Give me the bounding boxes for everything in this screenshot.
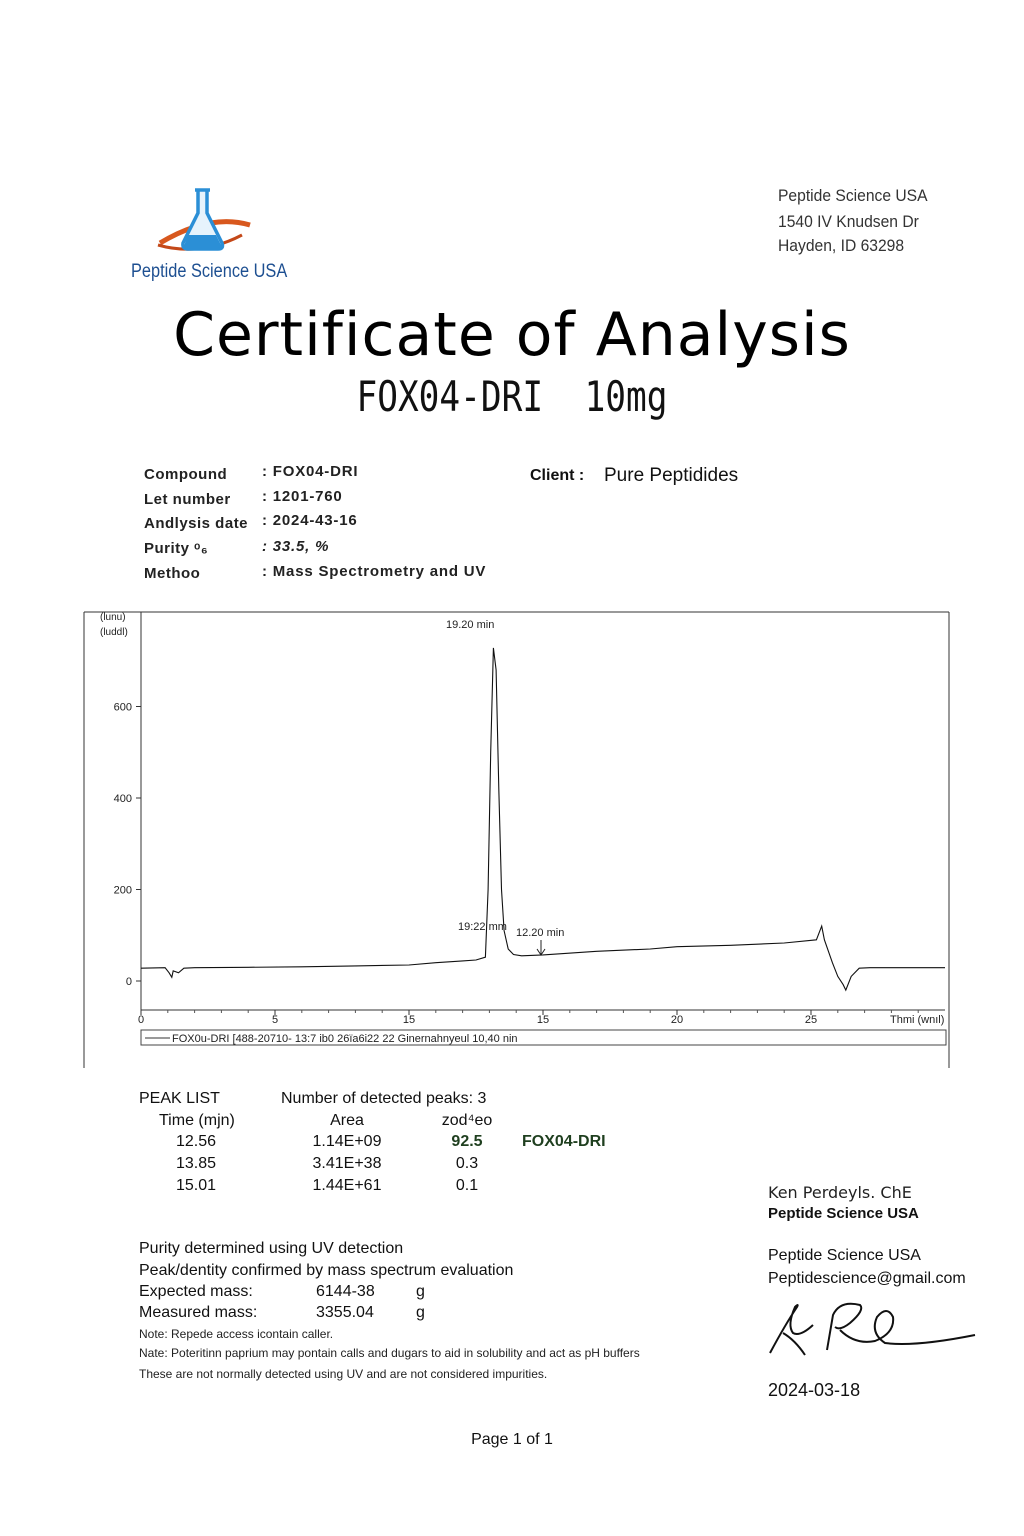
signature-date: 2024-03-18 [768,1380,861,1400]
signatory-org: Peptide Science USA [768,1205,919,1222]
peak-list-title: PEAK LIST [139,1090,220,1107]
note-uv: Purity determined using UV detection [139,1240,404,1257]
product-subtitle: FOX04-DRI 10mg [356,372,668,421]
expected-mass-unit: g [416,1283,425,1300]
table-row-3-area: 1.44E+61 [312,1177,382,1194]
signatory-name: Ken Perdeyls. ChE [768,1183,912,1202]
y-axis-label-line1: (lunu) [100,612,126,623]
y-tick-label: 600 [113,701,132,714]
flask-icon [158,190,250,249]
x-tick-label: 0 [137,1014,145,1026]
y-ticks [114,702,141,989]
contact-email: Peptidescience@gmail.com [768,1270,966,1287]
handwritten-signature [765,1295,985,1365]
y-axis-label-line2: (luddl) [100,627,128,638]
expected-mass-value: 6144-38 [316,1283,375,1300]
page-number: Page 1 of 1 [471,1431,553,1448]
x-tick-label: 5 [271,1014,279,1026]
peak-label-2: 19:22 mm [458,921,507,933]
x-tick-label: 20 [670,1014,684,1026]
peak-count: Number of detected peaks: 3 [281,1090,487,1107]
lot-label: Let number [144,491,231,508]
legend-text: FOX0u-DRI [488-20710- 13:7 ib0 26ïa6i22 22 Ginernahnyeul 10,40 nin [172,1033,518,1045]
table-row-1-pct: 92.5 [451,1133,483,1150]
note-ms: Peak/dentity confirmed by mass spectrum evaluation [139,1262,514,1279]
col-header-area: Area [330,1112,364,1129]
note-2: Nate: Poteritinn paprium may pontain calls and dugars to aid in solubility and act as pH buffers [139,1346,640,1360]
table-row-3-pct: 0.1 [455,1177,479,1194]
purity-label: Purity ᵒ₆ [144,540,209,557]
table-row-3-time: 15.01 [176,1177,217,1194]
table-row-2-time: 13.85 [176,1155,217,1172]
lot-value: : 1201-760 [262,488,343,505]
compound-label: Compound [144,466,228,483]
x-tick-label: 15 [536,1014,550,1026]
table-row-1-name: FOX04-DRI [522,1133,606,1150]
client-value: Pure Peptidides [604,465,739,486]
note-1: Note: Repede access icontain caller. [139,1327,334,1341]
date-value: : 2024-43-16 [262,512,358,529]
measured-mass-unit: g [416,1304,425,1321]
address-line1: 1540 IV Knudsen Dr [778,212,919,231]
col-header-time: Time (mjn) [159,1112,235,1129]
y-tick-label: 400 [113,793,132,805]
chromatogram-chart [0,600,1024,1070]
method-value: : Mass Spectrometry and UV [262,563,487,580]
x-axis-label: Thmi (wnıl) [890,1014,945,1026]
method-label: Methoo [144,565,201,582]
address-company: Peptide Science USA [778,186,928,205]
table-row-2-area: 3.41E+38 [312,1155,382,1172]
expected-mass-label: Expected mass: [139,1283,253,1300]
contact-company: Peptide Science USA [768,1247,921,1264]
compound-value: : FOX04-DRI [262,463,359,480]
peak-label-main: 19.20 min [446,619,495,631]
measured-mass-value: 3355.04 [316,1304,374,1321]
logo-text: Peptide Science USA [131,261,288,282]
col-header-pct: zod⁴eo [441,1112,493,1129]
table-row-1-area: 1.14E+09 [312,1133,382,1150]
date-label: Andlysis date [144,515,249,532]
table-row-1-time: 12.56 [176,1133,217,1150]
address-line2: Hayden, ID 63298 [778,236,905,255]
measured-mass-label: Measured mass: [139,1304,258,1321]
purity-value: : 33.5, % [262,538,330,555]
y-tick-label: 200 [113,884,132,897]
note-3: These are not normally detected using UV and are not considered impurities. [139,1367,548,1381]
table-row-2-pct: 0.3 [455,1155,479,1172]
x-tick-label: 15 [402,1014,416,1026]
y-tick-label: 0 [125,976,132,988]
document-title: Certificate of Analysis [173,300,851,370]
client-label: Client : [530,467,585,484]
peak-label-3: 12.20 min [516,927,565,939]
x-ticks [138,1010,918,1026]
x-tick-label: 25 [804,1014,818,1026]
